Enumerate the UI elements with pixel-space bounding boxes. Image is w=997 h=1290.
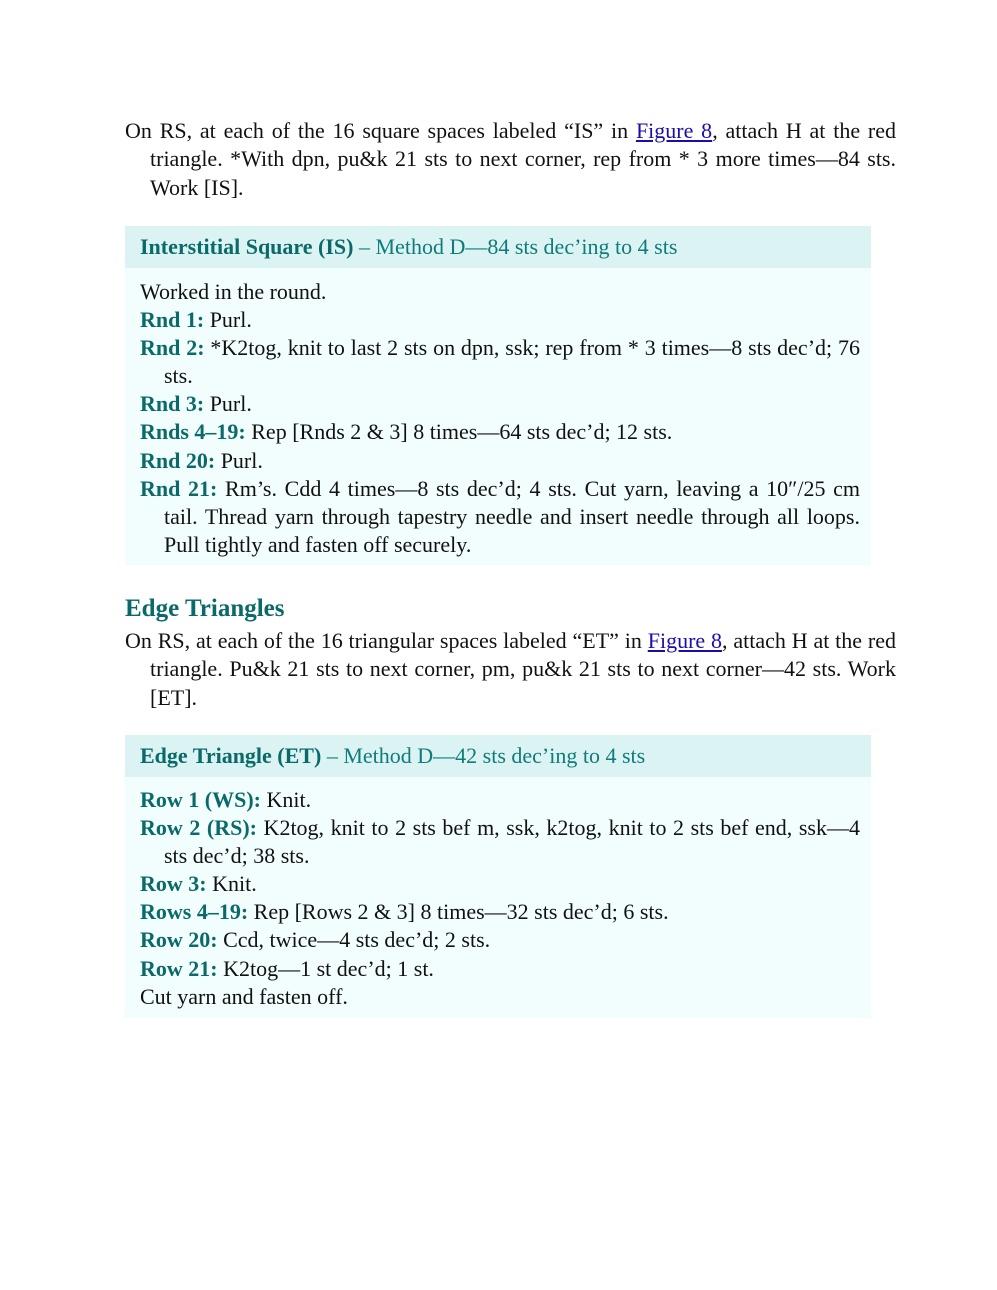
- intro-text-before: On RS, at each of the 16 square spaces labeled “IS” in: [125, 118, 636, 143]
- box-header: [125, 735, 871, 777]
- interstitial-square-box: [125, 226, 871, 565]
- intro-text-after: , attach H at the red triangle. Pu&k 21 sts to next corner, pm, pu&k 21 sts to next corner—42 sts. Work [ET].: [150, 628, 896, 710]
- box-subtitle: – Method D—42 sts dec’ing to 4 sts: [321, 743, 646, 768]
- instruction-line: Rnd 2: *K2tog, knit to last 2 sts on dpn, ssk; rep from * 3 times—8 sts dec’d; 76 sts.: [140, 335, 860, 389]
- instruction-line: Rnd 21: Rm’s. Cdd 4 times—8 sts dec’d; 4 sts. Cut yarn, leaving a 10″/25 cm tail. Thread yarn through tapestry needle and insert needle through all loops. Pull tightly and fasten off securely.: [140, 475, 860, 557]
- instruction-line: Row 3: Knit.: [140, 871, 257, 897]
- intro-text-before: On RS, at each of the 16 triangular spaces labeled “ET” in: [125, 628, 648, 653]
- instruction-line: Row 20: Ccd, twice—4 sts dec’d; 2 sts.: [140, 927, 491, 953]
- box-title: Edge Triangle (ET): [140, 743, 322, 768]
- box-header: [125, 226, 871, 268]
- intro-text-after: , attach H at the red triangle. *With dpn, pu&k 21 sts to next corner, rep from * 3 more times—84 sts. Work [IS].: [150, 118, 896, 200]
- instruction-line: Rnd 20: Purl.: [140, 447, 263, 473]
- instruction-line: Row 2 (RS): K2tog, knit to 2 sts bef m, ssk, k2tog, knit to 2 sts bef end, ssk—4 sts dec’d; 38 sts.: [140, 815, 860, 869]
- box-subtitle: – Method D—84 sts dec’ing to 4 sts: [353, 234, 678, 259]
- box-title: Interstitial Square (IS): [140, 234, 354, 259]
- instruction-line: Row 21: K2tog—1 st dec’d; 1 st.: [140, 955, 434, 981]
- instruction-line: Rnd 3: Purl.: [140, 391, 252, 417]
- instruction-line: Row 1 (WS): Knit.: [140, 787, 312, 812]
- intro-paragraph-is: [125, 117, 896, 202]
- instruction-line: Worked in the round.: [140, 279, 327, 304]
- figure-8-link[interactable]: Figure 8: [635, 118, 713, 143]
- section-heading: Edge Triangles: [125, 595, 285, 622]
- instruction-line: Rnds 4–19: Rep [Rnds 2 & 3] 8 times—64 sts dec’d; 12 sts.: [140, 419, 673, 445]
- instruction-line: Rnd 1: Purl.: [140, 307, 252, 333]
- box-body: [125, 268, 871, 565]
- instruction-line: Cut yarn and fasten off.: [140, 983, 348, 1009]
- edge-triangle-box: [125, 735, 871, 1018]
- box-body: [125, 777, 871, 1017]
- intro-paragraph-et: [125, 627, 896, 712]
- figure-8-link[interactable]: Figure 8: [647, 628, 723, 653]
- instruction-line: Rows 4–19: Rep [Rows 2 & 3] 8 times—32 sts dec’d; 6 sts.: [140, 899, 669, 925]
